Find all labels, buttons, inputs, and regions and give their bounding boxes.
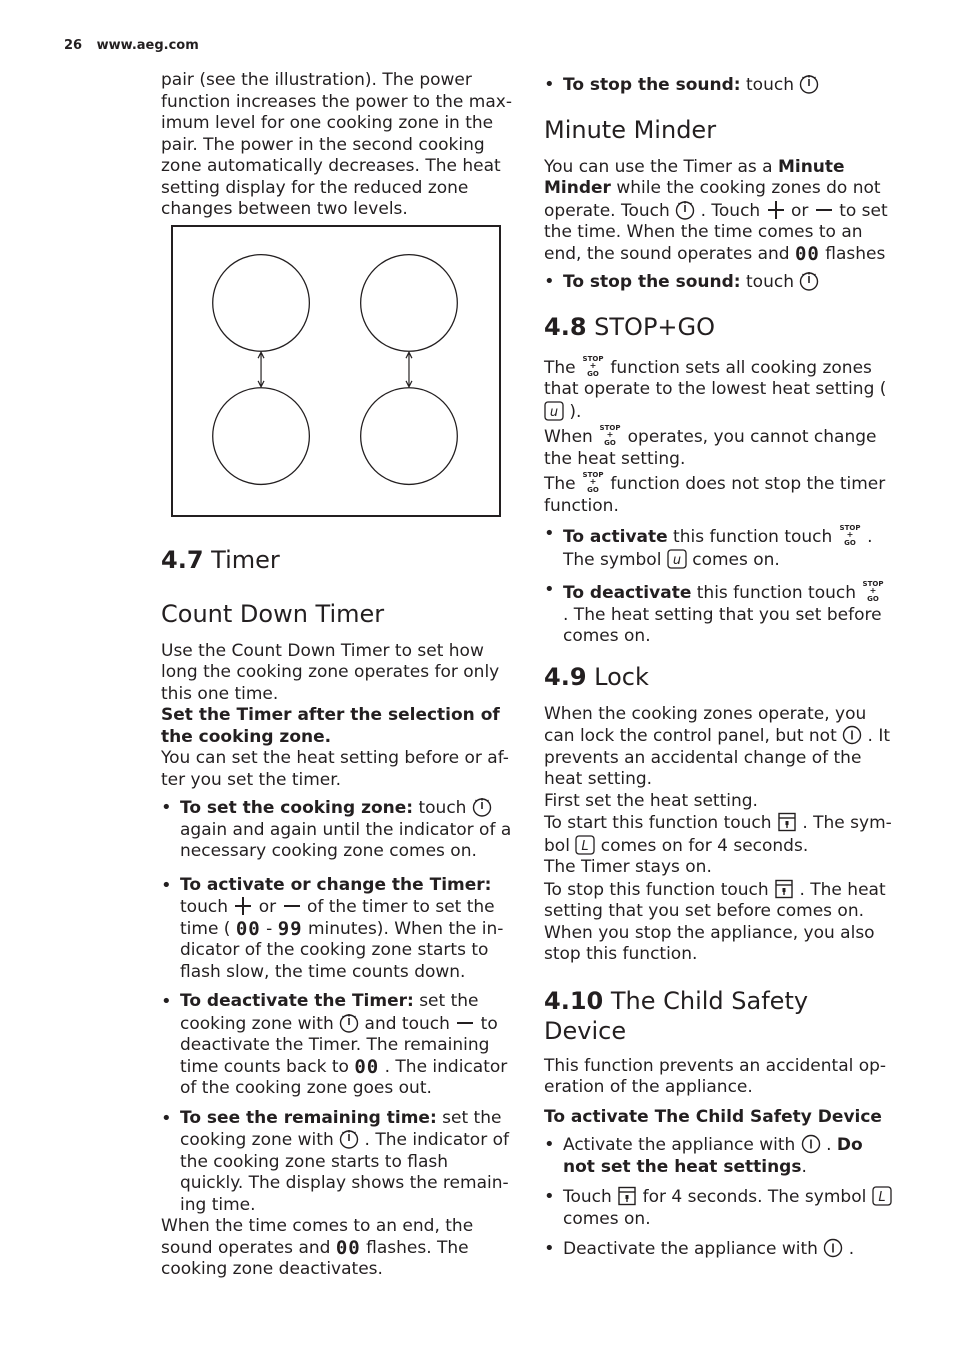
minus-icon (282, 896, 302, 916)
digit-00: 00 (794, 242, 820, 265)
zone-bottom-left (213, 387, 310, 484)
bullet-sg-activate: • To activate this function touch STOP + GO . The symbol u comes on. (544, 523, 896, 571)
svg-text:+: + (606, 430, 614, 439)
bullet-cs-3: • Deactivate the appliance with . (544, 1238, 896, 1261)
svg-text:GO: GO (604, 439, 617, 447)
link-arrow-left (258, 352, 264, 387)
link-arrow-right (406, 352, 412, 387)
stop-go-icon (581, 354, 605, 378)
svg-text:STOP: STOP (582, 471, 604, 479)
sg-paragraph-3: The STOP + GO function does not stop the timer function. (544, 471, 886, 516)
sg-paragraph-1: The STOP + GO function sets all cooking zones that operate to the lowest heat setting ( u ). (544, 354, 887, 422)
svg-text:GO: GO (587, 369, 599, 378)
bullet-stop-sound-2: • To stop the sound: touch (544, 271, 896, 294)
lock-symbol-icon (575, 835, 595, 855)
bullet-stop-sound: • To stop the sound: touch (544, 74, 896, 97)
svg-text:STOP: STOP (599, 424, 621, 432)
section-4-8-heading: 4.8 STOP+GO (544, 312, 716, 341)
digit-99: 99 (277, 917, 303, 940)
zone-top-left (213, 254, 310, 351)
svg-text:+: + (870, 586, 877, 595)
stop-go-icon (838, 523, 862, 547)
lock-key-icon (617, 1186, 637, 1206)
bullet-remaining-time: • To see the remaining time: set the cooking zone with . The indicator of the cooking zone starts to flash quickly. The display shows the remain-ing time. (161, 1108, 513, 1217)
left-column (161, 70, 513, 1281)
svg-text:u: u (672, 552, 681, 568)
minus-icon (814, 200, 834, 220)
svg-text:+: + (589, 477, 597, 486)
section-4-9-heading: 4.9 Lock (544, 662, 649, 691)
timer-icon (339, 1013, 359, 1033)
power-icon (823, 1238, 843, 1258)
digit-00: 00 (354, 1055, 380, 1078)
timer-icon (799, 74, 819, 94)
bullet-sg-deactivate: • To deactivate this function touch STOP + GO . The heat setting that you set before comes on. (544, 579, 896, 648)
timer-icon (799, 271, 819, 291)
bullet-cs-2: • Touch for 4 seconds. The symbol L comes on. (544, 1186, 896, 1230)
page-header (64, 38, 199, 53)
minute-minder-paragraph: You can use the Timer as a Minute Minder while the cooking zones do not operate. Touch . Touch or to set the time. When the time comes to an end, the sound operates and 00 flashes (544, 156, 888, 265)
lock-key-icon (774, 879, 794, 899)
timer-icon (675, 200, 695, 220)
svg-text:STOP: STOP (862, 580, 884, 588)
bullet-deactivate-timer: • To deactivate the Timer: set the cooking zone with and touch to deactivate the Timer. The remaining time counts back to 00 . The indicator of the cooking zone goes out. (161, 991, 513, 1100)
lock-paragraph-4: The Timer stays on. (544, 857, 712, 877)
stop-go-icon (861, 579, 885, 603)
lock-symbol-icon (872, 1186, 892, 1206)
svg-text:GO: GO (587, 486, 599, 494)
timer-bullets (161, 797, 513, 1216)
minute-minder-heading: Minute Minder (544, 115, 717, 144)
child-safety-subheading: To activate The Child Safety Device (544, 1106, 882, 1127)
lock-paragraph-2: First set the heat setting. (544, 790, 758, 811)
timer-end-paragraph: When the time comes to an end, the sound operates and 00 flashes. The cooking zone deactivates. (161, 1216, 474, 1279)
digit-00: 00 (335, 1236, 361, 1259)
digit-00: 00 (235, 917, 261, 940)
svg-text:+: + (846, 530, 854, 539)
stop-go-icon (598, 423, 622, 447)
lock-paragraph-6: When you stop the appliance, you also stop this function. (544, 922, 875, 964)
lock-paragraph-3: To start this function touch . The sym-bol L comes on for 4 seconds. (544, 813, 892, 856)
page-number: 26 (64, 38, 83, 53)
timer-icon (472, 797, 492, 817)
svg-text:STOP: STOP (582, 354, 604, 363)
stop-go-icon (581, 470, 605, 494)
intro-paragraph: pair (see the illustration). The power function increases the power to the max-imum level for one cooking zone in the pair. The power in the second cooking zone automatically decreases. The heat setting display for the reduced zone changes between two levels. (161, 70, 512, 219)
bullet-cs-1: • Activate the appliance with . Do not set the heat settings. (544, 1134, 896, 1178)
lowest-heat-symbol-icon (667, 549, 687, 569)
lowest-heat-symbol-icon (544, 401, 564, 421)
svg-text:L: L (581, 838, 589, 854)
child-safety-bullets (544, 1134, 896, 1261)
zone-bottom-right (361, 387, 458, 484)
section-4-7-heading: 4.7 Timer (161, 545, 280, 574)
sg-paragraph-2: When STOP + GO operates, you cannot change the heat setting. (544, 424, 877, 469)
power-icon (801, 1134, 821, 1154)
timer-icon (339, 1129, 359, 1149)
svg-text:L: L (878, 1190, 886, 1205)
site-url: www.aeg.com (96, 38, 199, 53)
minus-icon (455, 1013, 475, 1033)
count-down-timer-heading: Count Down Timer (161, 599, 385, 628)
svg-text:GO: GO (867, 595, 880, 603)
sg-bullets (544, 523, 896, 648)
lock-paragraph-5: To stop this function touch . The heat setting that you set before comes on. (544, 879, 886, 921)
child-safety-paragraph: This function prevents an accidental op-eration of the appliance. (544, 1055, 887, 1097)
plus-icon (766, 200, 786, 220)
svg-text:STOP: STOP (839, 524, 861, 532)
stop-sound-bullet-list (544, 74, 896, 97)
right-column (544, 70, 896, 1269)
bullet-set-zone: • To set the cooking zone: touch again and again until the indicator of a necessary cooking zone comes on. (161, 797, 513, 863)
bullet-activate-timer: • To activate or change the Timer: touch or of the timer to set the time ( 00 - 99 minutes). When the in-dicator of the cooking zone starts to flash slow, the time counts down. (161, 875, 513, 984)
mm-stop-sound-list (544, 271, 896, 294)
cooking-zone-diagram (171, 225, 501, 517)
cd-paragraph-2: You can set the heat setting before or af-ter you set the timer. (161, 748, 509, 790)
plus-icon (233, 896, 253, 916)
cd-paragraph-1: Use the Count Down Timer to set how long the cooking zone operates for only this one time. (161, 640, 500, 704)
cd-bold-note: Set the Timer after the selection of the cooking zone. (161, 705, 500, 747)
svg-text:u: u (549, 404, 559, 420)
lock-key-icon (777, 812, 797, 832)
svg-text:+: + (589, 360, 597, 370)
power-icon (842, 725, 862, 745)
zone-top-right (361, 254, 458, 351)
section-4-10-heading: 4.10 The Child Safety Device (544, 986, 809, 1045)
lock-paragraph-1: When the cooking zones operate, you can lock the control panel, but not . It prevents an accidental change of the heat setting. (544, 703, 891, 789)
svg-text:GO: GO (843, 539, 856, 547)
